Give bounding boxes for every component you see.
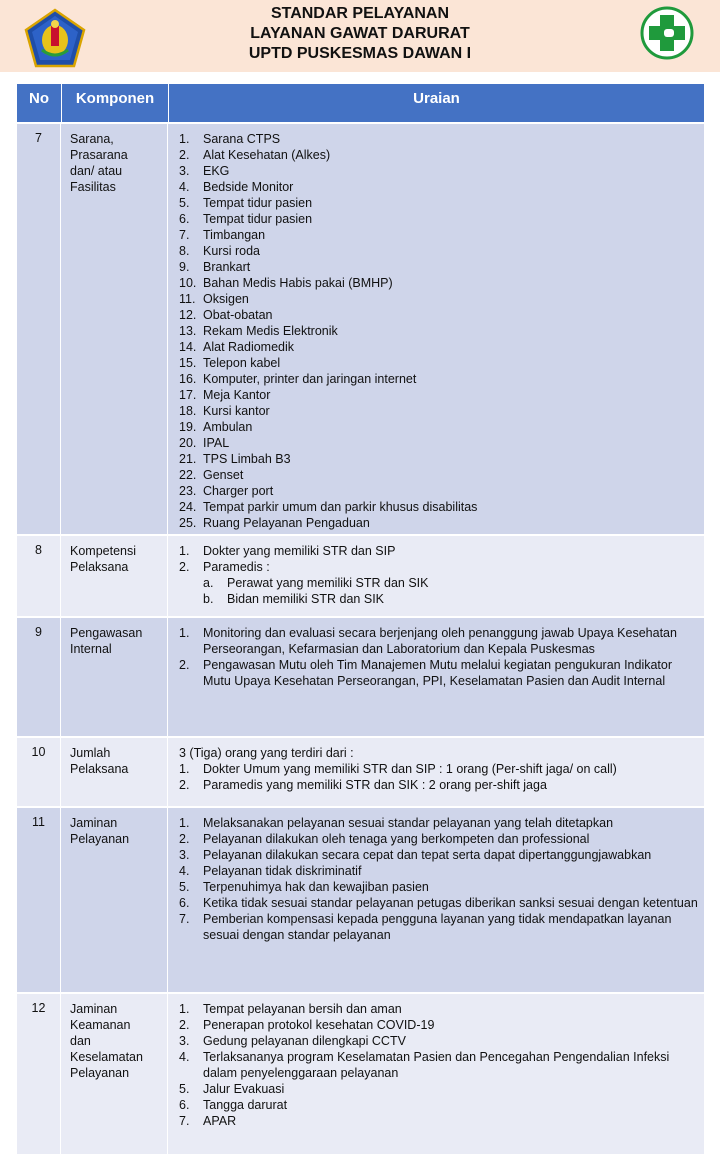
page-header bbox=[0, 0, 720, 72]
title-line-2: LAYANAN GAWAT DARURAT bbox=[250, 25, 470, 42]
list-item: 3. Gedung pelayanan dilengkapi CCTV bbox=[179, 1034, 406, 1048]
list-item: 13. Rekam Medis Elektronik bbox=[179, 324, 338, 338]
row-description bbox=[169, 808, 704, 992]
list-item: 2. Pelayanan dilakukan oleh tenaga yang berkompeten dan professional bbox=[179, 832, 590, 846]
list-item: 1. Dokter Umum yang memiliki STR dan SIP : 1 orang (Per-shift jaga/ on call) bbox=[179, 762, 617, 776]
list-item: 2. Pengawasan Mutu oleh Tim Manajemen Mutu melalui kegiatan pengukuran Indikator Mutu Upaya Kesehatan Perseorangan, PPI, Keselamatan Pasien dan Audit Internal bbox=[179, 658, 673, 688]
row-description bbox=[169, 618, 704, 736]
header-no: No bbox=[17, 84, 62, 122]
table-row bbox=[17, 124, 704, 534]
list-item: 1. Melaksanakan pelayanan sesuai standar pelayanan yang telah ditetapkan bbox=[179, 816, 614, 830]
list-item: 12. Obat-obatan bbox=[179, 308, 273, 322]
row-component: Jaminan Keamanan dan Keselamatan Pelayanan bbox=[62, 994, 168, 1154]
list-item: 4. Pelayanan tidak diskriminatif bbox=[179, 864, 362, 878]
row-number: 9 bbox=[17, 618, 61, 736]
list-item: 19. Ambulan bbox=[179, 420, 253, 434]
row-description bbox=[169, 124, 704, 534]
list-item: 9. Brankart bbox=[179, 260, 251, 274]
list-item: 3. Pelayanan dilakukan secara cepat dan tepat serta dapat dipertanggungjawabkan bbox=[179, 848, 652, 862]
list-item: 1. Dokter yang memiliki STR dan SIP bbox=[179, 544, 396, 558]
list-item: 8. Kursi roda bbox=[179, 244, 260, 258]
list-item: 6. Tempat tidur pasien bbox=[179, 212, 313, 226]
list-item: 2. Paramedis : bbox=[179, 560, 270, 574]
row-description bbox=[169, 536, 704, 616]
list-item: 7. Pemberian kompensasi kepada pengguna layanan yang tidak mendapatkan layanan sesuai dengan standar pelayanan bbox=[179, 912, 672, 942]
list-item: 11. Oksigen bbox=[179, 292, 249, 306]
row-description bbox=[169, 994, 704, 1154]
list-item: b. Bidan memiliki STR dan SIK bbox=[203, 592, 385, 606]
guarantee-list bbox=[179, 815, 698, 943]
row-number: 10 bbox=[17, 738, 61, 806]
supervision-list bbox=[179, 625, 698, 689]
list-item: 3. EKG bbox=[179, 164, 230, 178]
table-row bbox=[17, 994, 704, 1154]
list-item: 22. Genset bbox=[179, 468, 244, 482]
list-item: 6. Ketika tidak sesuai standar pelayanan petugas diberikan sanksi sesuai dengan ketentuan bbox=[179, 896, 698, 910]
list-item: 17. Meja Kantor bbox=[179, 388, 271, 402]
paramedic-sublist bbox=[203, 575, 698, 607]
list-item: 23. Charger port bbox=[179, 484, 274, 498]
row-component: Kompetensi Pelaksana bbox=[62, 536, 168, 616]
row-number: 8 bbox=[17, 536, 61, 616]
row-description bbox=[169, 738, 704, 806]
list-item: 24. Tempat parkir umum dan parkir khusus disabilitas bbox=[179, 500, 478, 514]
list-item: 1. Sarana CTPS bbox=[179, 132, 281, 146]
table-row bbox=[17, 536, 704, 616]
list-item: 25. Ruang Pelayanan Pengaduan bbox=[179, 516, 370, 530]
list-item: 4. Bedside Monitor bbox=[179, 180, 294, 194]
competence-list bbox=[179, 543, 698, 575]
list-item: 2. Paramedis yang memiliki STR dan SIK : 2 orang per-shift jaga bbox=[179, 778, 547, 792]
list-item: 15. Telepon kabel bbox=[179, 356, 281, 370]
list-item: 14. Alat Radiomedik bbox=[179, 340, 295, 354]
list-item: 4. Terlaksananya program Keselamatan Pasien dan Pencegahan Pengendalian Infeksi dalam penyelenggaraan pelayanan bbox=[179, 1050, 670, 1080]
list-item: 6. Tangga darurat bbox=[179, 1098, 288, 1112]
table-row bbox=[17, 738, 704, 806]
list-item: 5. Jalur Evakuasi bbox=[179, 1082, 285, 1096]
list-item: 21. TPS Limbah B3 bbox=[179, 452, 291, 466]
staff-intro: 3 (Tiga) orang yang terdiri dari : bbox=[179, 746, 354, 760]
row-component: Pengawasan Internal bbox=[62, 618, 168, 736]
row-number: 7 bbox=[17, 124, 61, 534]
list-item: 20. IPAL bbox=[179, 436, 230, 450]
list-item: a. Perawat yang memiliki STR dan SIK bbox=[203, 576, 429, 590]
table-header bbox=[17, 84, 704, 122]
row-component: Jumlah Pelaksana bbox=[62, 738, 168, 806]
list-item: 10. Bahan Medis Habis pakai (BMHP) bbox=[179, 276, 393, 290]
table-row bbox=[17, 618, 704, 736]
list-item: 1. Tempat pelayanan bersih dan aman bbox=[179, 1002, 402, 1016]
list-item: 7. Timbangan bbox=[179, 228, 266, 242]
facility-list bbox=[179, 131, 698, 531]
row-component: Sarana, Prasarana dan/ atau Fasilitas bbox=[62, 124, 168, 534]
health-cross-logo-icon bbox=[640, 5, 694, 61]
list-item: 16. Komputer, printer dan jaringan internet bbox=[179, 372, 417, 386]
list-item: 2. Penerapan protokol kesehatan COVID-19 bbox=[179, 1018, 435, 1032]
row-number: 12 bbox=[17, 994, 61, 1154]
list-item: 5. Tempat tidur pasien bbox=[179, 196, 313, 210]
row-component: Jaminan Pelayanan bbox=[62, 808, 168, 992]
safety-list bbox=[179, 1001, 698, 1129]
header-komponen: Komponen bbox=[62, 84, 169, 122]
list-item: 18. Kursi kantor bbox=[179, 404, 270, 418]
list-item: 1. Monitoring dan evaluasi secara berjenjang oleh penanggung jawab Upaya Kesehatan Perseorangan, Kefarmasian dan Laboratorium dan Kepala Puskesmas bbox=[179, 626, 677, 656]
header-uraian: Uraian bbox=[413, 90, 460, 107]
title-line-1: STANDAR PELAYANAN bbox=[270, 5, 450, 22]
list-item: 7. APAR bbox=[179, 1114, 237, 1128]
page-title bbox=[0, 4, 720, 64]
row-number: 11 bbox=[17, 808, 61, 992]
title-line-3: UPTD PUSKESMAS DAWAN I bbox=[248, 45, 472, 62]
list-item: 2. Alat Kesehatan (Alkes) bbox=[179, 148, 331, 162]
table-row bbox=[17, 808, 704, 992]
list-item: 5. Terpenuhimya hak dan kewajiban pasien bbox=[179, 880, 429, 894]
staff-list bbox=[179, 761, 698, 793]
